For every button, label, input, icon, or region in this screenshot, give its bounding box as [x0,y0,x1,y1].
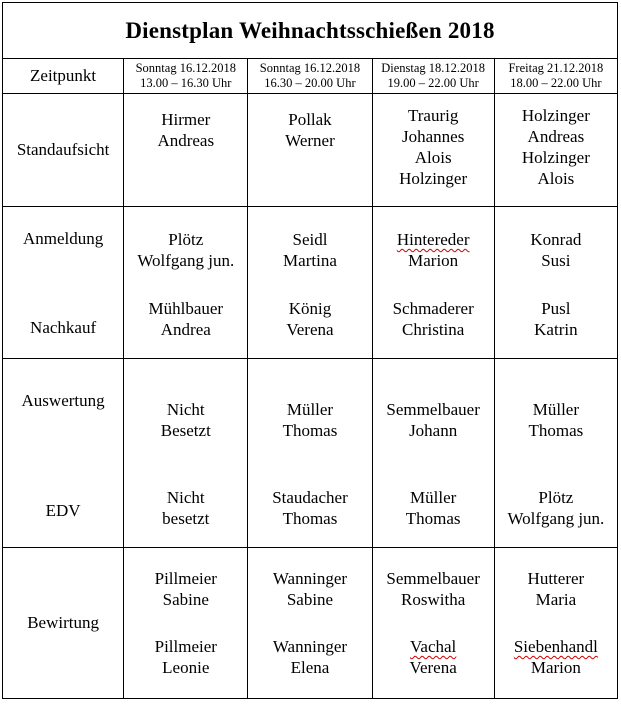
name-group [248,636,371,678]
cell-bewirtung-4 [494,548,617,699]
name-line: Holzinger [521,106,590,125]
slot-time: 13.00 – 16.30 Uhr [140,76,232,90]
name-line: Susi [541,251,571,270]
name-line: Semmelbauer [386,400,480,419]
name-group [495,487,617,529]
name-line: Hutterer [527,569,585,588]
cell-anmeldung-4 [494,207,617,359]
name-group [124,487,247,529]
name-line: Andreas [157,131,215,150]
name-line: Plötz [538,488,574,507]
title-row [3,3,618,59]
name-group [495,568,617,610]
name-line: Verena [409,658,457,677]
cell-auswertung-4 [494,359,617,548]
name-line: Andreas [527,127,585,146]
name-line: Johann [409,421,458,440]
name-line: Katrin [534,320,578,339]
name-group [248,399,371,441]
cell-standaufsicht-2 [248,94,372,207]
name-group [495,229,617,271]
cell-auswertung-1 [124,359,248,548]
row-standaufsicht [3,94,618,207]
name-line: Andrea [160,320,211,339]
role-cell-anmeldung [3,207,124,359]
name-group [124,568,247,610]
name-line: Hirmer [161,110,211,129]
name-line: Müller [532,400,580,419]
name-group [373,487,494,529]
name-group [373,568,494,610]
name-line: Marion [530,658,581,677]
slot-day: Sonntag 16.12.2018 [259,61,361,75]
name-group [373,298,494,340]
name-line: Semmelbauer [386,569,480,588]
name-line: Sabine [286,590,334,609]
name-line: Siebenhandl [513,637,598,656]
name-line: Vachal [410,637,457,656]
name-line: Thomas [528,421,584,440]
name-line: Staudacher [272,488,348,507]
name-line: Thomas [282,421,338,440]
name-line: Pollak [288,110,332,129]
cell-bewirtung-3 [372,548,494,699]
name-group [248,487,371,529]
name-line: Pillmeier [154,637,217,656]
name-line: Seidl [292,230,328,249]
name-line: Wolfgang jun. [137,251,235,270]
cell-anmeldung-3 [372,207,494,359]
name-line: Traurig [407,106,459,125]
cell-bewirtung-2 [248,548,372,699]
name-line: Elena [290,658,330,677]
slot-day: Sonntag 16.12.2018 [135,61,236,75]
slot-time: 19.00 – 22.00 Uhr [387,76,479,90]
table-title: Dienstplan Weihnachtsschießen 2018 [3,3,618,59]
name-line: Sabine [162,590,209,609]
name-line: Hintereder [396,230,470,249]
cell-standaufsicht-1 [124,94,248,207]
name-line: Alois [537,169,575,188]
name-line: besetzt [162,509,210,528]
name-line: Wanninger [272,637,348,656]
name-line: Schmaderer [392,299,474,318]
name-line: Verena [286,320,334,339]
name-line: Thomas [282,509,338,528]
name-group [248,298,371,340]
name-line: Werner [285,131,335,150]
slot-time: 18.00 – 22.00 Uhr [510,76,602,90]
name-group [495,636,617,678]
name-group [124,298,247,340]
slot-header-4 [494,59,617,94]
cell-bewirtung-1 [124,548,248,699]
row-anmeldung-nachkauf [3,207,618,359]
name-line: Pusl [541,299,571,318]
name-line: Johannes [401,127,465,146]
name-line: Thomas [405,509,461,528]
role-edv: EDV [45,501,81,520]
name-line: Konrad [530,230,582,249]
cell-anmeldung-1 [124,207,248,359]
row-bewirtung [3,548,618,699]
cell-auswertung-3 [372,359,494,548]
name-group [373,399,494,441]
name-group [124,229,247,271]
name-group [495,298,617,340]
name-line: Marion [408,251,459,270]
name-line: Plötz [168,230,204,249]
name-line: Mühlbauer [148,299,224,318]
slot-header-3 [372,59,494,94]
name-line: Holzinger [521,148,590,167]
name-group [248,568,371,610]
slot-day: Dienstag 18.12.2018 [381,61,486,75]
name-group [373,229,494,271]
name-line: Maria [535,590,577,609]
role-standaufsicht: Standaufsicht [3,94,124,207]
name-line: Nicht [166,488,205,507]
cell-anmeldung-2 [248,207,372,359]
cell-standaufsicht-3 [372,94,494,207]
name-line: Müller [286,400,334,419]
name-line: König [288,299,332,318]
role-auswertung: Auswertung [21,391,105,410]
role-bewirtung: Bewirtung [3,548,124,699]
cell-standaufsicht-4 [494,94,617,207]
role-anmeldung: Anmeldung [22,229,104,248]
name-line: Martina [283,251,337,270]
row-auswertung-edv [3,359,618,548]
name-group [248,229,371,271]
name-line: Christina [401,320,465,339]
name-line: Alois [414,148,452,167]
name-line: Holzinger [399,169,468,188]
name-group [373,636,494,678]
zeitpunkt-label: Zeitpunkt [3,59,124,94]
slot-day: Freitag 21.12.2018 [508,61,604,75]
name-group [495,399,617,441]
role-nachkauf: Nachkauf [30,318,97,337]
name-line: Besetzt [160,421,211,440]
name-line: Wolfgang jun. [507,509,605,528]
role-cell-auswertung [3,359,124,548]
name-group [124,636,247,678]
name-line: Müller [410,488,457,507]
name-line: Pillmeier [154,569,217,588]
name-line: Leonie [162,658,210,677]
cell-auswertung-2 [248,359,372,548]
name-line: Roswitha [401,590,466,609]
slot-time: 16.30 – 20.00 Uhr [264,76,356,90]
name-line: Wanninger [272,569,348,588]
slot-header-2 [248,59,372,94]
slot-header-1 [124,59,248,94]
header-row [3,59,618,94]
name-group [124,399,247,441]
schedule-table [2,2,618,699]
name-line: Nicht [166,400,205,419]
